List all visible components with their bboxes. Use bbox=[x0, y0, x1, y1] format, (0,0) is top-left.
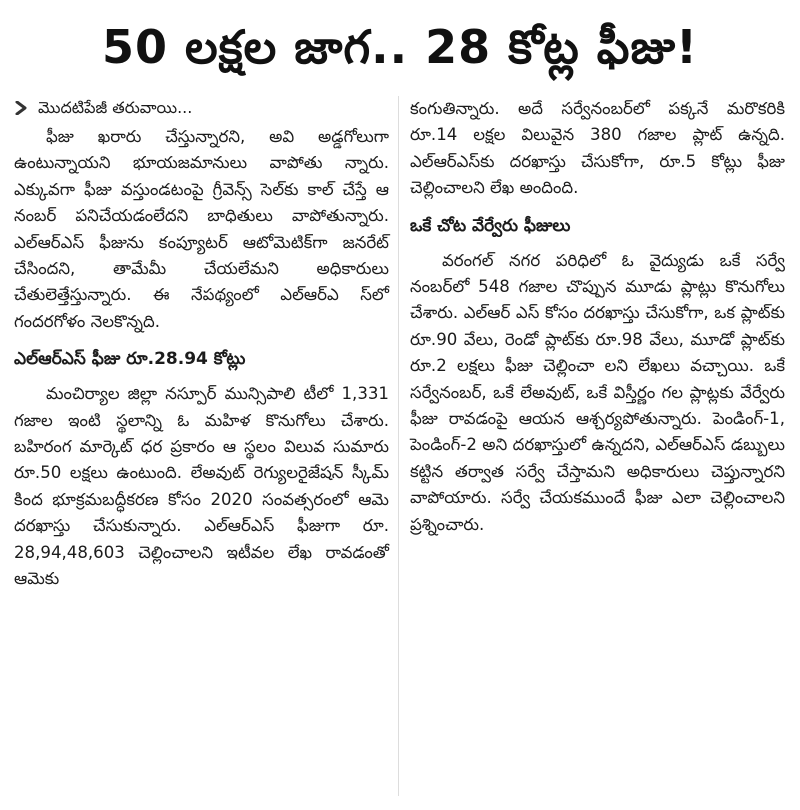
left-subheading: ఎల్‌ఆర్‌ఎస్ ఫీజు రూ.28.94 కోట్లు bbox=[14, 349, 246, 370]
right-paragraph-2: వరంగల్ నగర పరిధిలో ఓ వైద్యుడు ఒకే సర్వే నంబర్‌లో 548 గజాల చొప్పున మూడు ప్లాట్లు కొనుగోలు చేశారు. ఎల్‌ఆర్ ఎస్ కోసం దరఖాస్తు చేసుకోగా, ఒక ప్లాట్‌కు రూ.90 వేలు, రెండో ప్లాట్‌కు రూ.98 వేలు, మూడో ప్లాట్‌కు రూ.2 లక్షలు ఫీజు చెల్లించా లని లేఖలు వచ్చాయి. ఒకే సర్వేనంబర్, ఒకే లేఅవుట్, ఒకే విస్తీర్ణం గల ప్లాట్లకు వేర్వేరు ఫీజు రావడంపై ఆయన ఆశ్చర్యపోతున్నారు. పెండింగ్-1, పెండింగ్-2 అని దరఖాస్తులో ఉన్నదని, ఎల్‌ఆర్‌ఎస్ డబ్బులు కట్టిన తర్వాత సర్వే చేస్తామని అధికారులు చెప్తున్నారని వాపోయారు. సర్వే చేయకముందే ఫీజు ఎలా చెల్లించాలని ప్రశ్నించారు. bbox=[410, 250, 785, 534]
continued-marker bbox=[14, 96, 389, 120]
left-paragraph-1: ఫీజు ఖరారు చేస్తున్నారని, అవి అడ్డగోలుగా ఉంటున్నాయని భూయజమానులు వాపోతు న్నారు. ఎక్కువగా ఫీజు వస్తుండటంపై గ్రీవెన్స్ సెల్‌కు కాల్ చేస్తే ఆ నంబర్ పనిచేయడంలేదని బాధితులు వాపోతున్నారు. ఎల్‌ఆర్‌ఎస్ ఫీజును కంప్యూటర్ ఆటోమెటిక్‌గా జనరేట్ చేసిందని, తామేమీ చేయలేమని అధికారులు చేతులెత్తేస్తున్నారు. ఈ నేపథ్యంలో ఎల్‌ఆర్‌ఎ స్‌లో గందరగోళం నెలకొన్నది. bbox=[14, 127, 389, 331]
chevron-right-icon bbox=[14, 101, 28, 115]
headline: 50 లక్షల జాగ.. 28 కోట్ల ఫీజు! bbox=[101, 20, 699, 74]
left-paragraph-2: మంచిర్యాల జిల్లా నస్పూర్ మున్సిపాలి టీలో 1,331 గజాల ఇంటి స్థలాన్ని ఓ మహిళ కొనుగోలు చేశారు. బహిరంగ మార్కెట్ ధర ప్రకారం ఆ స్థలం విలువ సుమారు రూ.50 లక్షలు ఉంటుంది. లేఅవుట్ రెగ్యులరైజేషన్ స్కీమ్ కింద భూక్రమబద్ధీకరణ కోసం 2020 సంవత్సరంలో ఆమె దరఖాస్తు చేసుకున్నారు. ఎల్‌ఆర్‌ఎస్ ఫీజుగా రూ. 28,94,48,603 చెల్లించాలని ఇటీవల లేఖ రావడంతో ఆమెకు bbox=[14, 384, 389, 589]
right-column bbox=[410, 96, 785, 538]
left-column bbox=[14, 96, 389, 593]
column-divider bbox=[398, 96, 399, 796]
right-paragraph-1: కంగుతిన్నారు. అదే సర్వేనంబర్‌లో పక్కనే మరొకరికి రూ.14 లక్షల విలువైన 380 గజాల ప్లాట్ ఉన్నది. ఎల్‌ఆర్‌ఎస్‌కు దరఖాస్తు చేసుకోగా, రూ.5 కోట్లు ఫీజు చెల్లించాలని లేఖ అందింది. bbox=[410, 99, 785, 198]
right-subheading: ఒకే చోట వేర్వేరు ఫీజులు bbox=[410, 215, 571, 236]
continued-label: మొదటిపేజీ తరువాయి... bbox=[38, 98, 193, 117]
